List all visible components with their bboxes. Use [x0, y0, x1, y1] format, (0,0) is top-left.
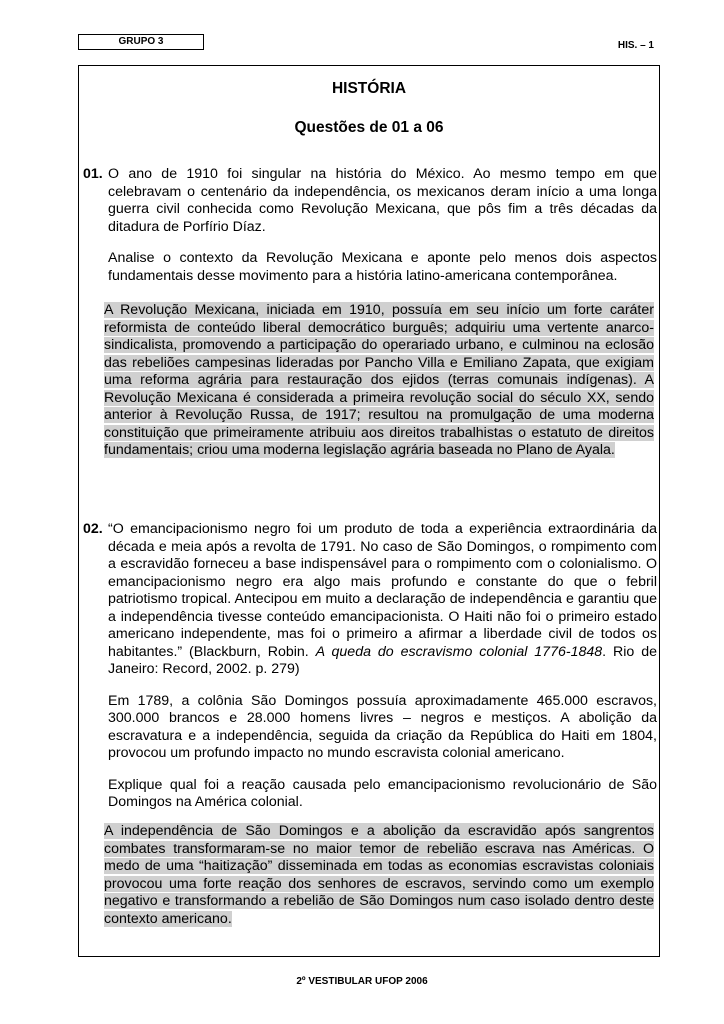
question-2	[83, 521, 657, 812]
page-title: HISTÓRIA	[331, 80, 407, 97]
question-2-citation: . Rio de Janeiro: Record, 2002. p. 279)	[108, 643, 657, 677]
question-1-answer	[104, 302, 654, 460]
question-2-number: 02.	[83, 521, 103, 537]
question-1-prompt: Analise o contexto da Revolução Mexicana e aponte pelo menos dois aspectos fundamentais desse movimento para a história latino-americana contemporânea.	[108, 250, 657, 284]
question-1-context: O ano de 1910 foi singular na história do México. Ao mesmo tempo em que celebravam o centenário da independência, os mexicanos deram início a uma longa guerra civil conhecida como Revolução Mexicana, que pôs fim a três décadas da ditadura de Porfírio Díaz.	[108, 166, 657, 235]
exam-frame	[78, 65, 660, 957]
footer: 2º VESTIBULAR UFOP 2006	[296, 976, 428, 987]
page-subtitle: Questões de 01 a 06	[294, 119, 444, 136]
question-2-book-title: A queda do escravismo colonial 1776-1848	[315, 643, 603, 660]
page-code: HIS. – 1	[617, 40, 654, 51]
question-2-answer	[104, 823, 654, 928]
question-2-prompt: Explique qual foi a reação causada pelo emancipacionismo revolucionário de São Domingos na América colonial.	[108, 776, 657, 810]
question-1	[83, 166, 657, 285]
question-2-quote-text: “O emancipacionismo negro foi um produto de toda a experiência extraordinária da década e meia após a revolta de 1791. No caso de São Domingos, o rompimento com a escravidão forneceu a base indispensável para o rompimento com o colonialismo. O emancipacionismo negro era algo mais profundo e constante do que o febril patriotismo tropical. Antecipou em muito a declaração de independência e garantiu que a independência tivesse conteúdo emancipacionista. O Haiti não foi o primeiro estado americano independente, mas foi o primeiro a afirmar a liberdade civil de todos os habitantes.” (Blackburn, Robin.	[108, 521, 657, 660]
group-label: GRUPO 3	[78, 34, 204, 50]
question-2-context: Em 1789, a colônia São Domingos possuía aproximadamente 465.000 escravos, 300.000 brancos e 28.000 homens livres – negros e mestiços. A abolição da escravatura e a independência, seguida da criação da República do Haiti em 1804, provocou um profundo impacto no mundo escravista colonial americano.	[108, 692, 657, 761]
question-2-answer-text: A independência de São Domingos e a abolição da escravidão após sangrentos combates transformaram-se no maior temor de rebelião escrava nas Américas. O medo de uma “haitização” disseminada em todas as economias escravistas coloniais provocou uma forte reação dos senhores de escravos, servindo como um exemplo negativo e transformando a rebelião de São Domingos num caso isolado dentro deste contexto americano.	[104, 823, 654, 927]
question-2-quote	[108, 521, 657, 679]
question-1-answer-text: A Revolução Mexicana, iniciada em 1910, possuía em seu início um forte caráter reformista de conteúdo liberal democrático burguês; adquiriu uma vertente anarco-sindicalista, promovendo a participação do operariado urbano, e culminou na eclosão das rebeliões campesinas lideradas por Pancho Villa e Emiliano Zapata, que exigiam uma reforma agrária para restauração dos ejidos (terras comunais indígenas). A Revolução Mexicana é considerada a primeira revolução social do século XX, sendo anterior à Revolução Russa, de 1917; resultou na promulgação de uma moderna constituição que primeiramente atribuiu aos direitos trabalhistas o estatuto de direitos fundamentais; criou uma moderna legislação agrária baseada no Plano de Ayala.	[104, 302, 654, 458]
question-1-number: 01.	[83, 166, 103, 182]
